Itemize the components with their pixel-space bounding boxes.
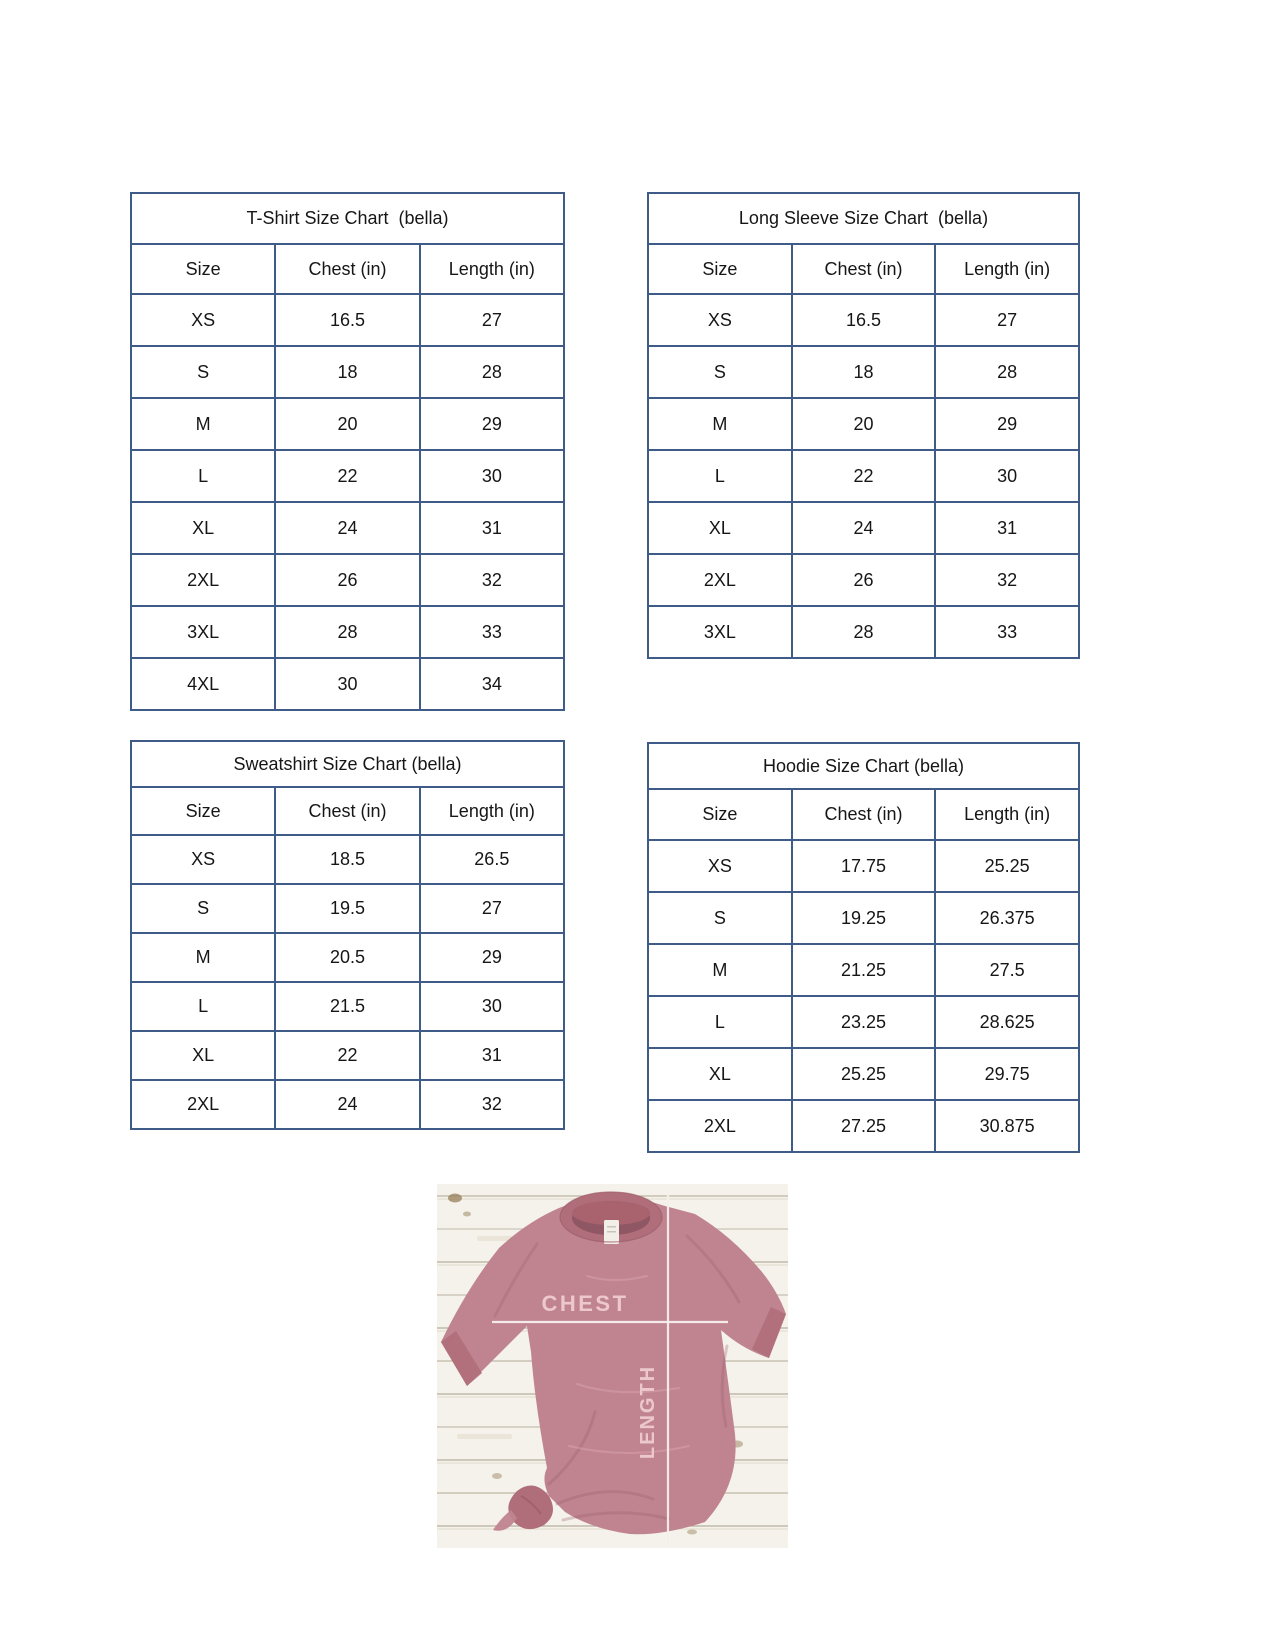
sweatshirt-size-chart-table bbox=[130, 740, 565, 1130]
size-cell: S bbox=[648, 892, 792, 944]
size-cell: L bbox=[648, 450, 792, 502]
size-cell: 28 bbox=[275, 606, 419, 658]
size-cell: M bbox=[131, 398, 275, 450]
size-cell: 24 bbox=[792, 502, 936, 554]
table-header-row bbox=[648, 244, 1079, 294]
tshirt-size-chart-table bbox=[130, 192, 565, 711]
size-cell: S bbox=[648, 346, 792, 398]
table-row bbox=[648, 450, 1079, 502]
size-cell: 22 bbox=[792, 450, 936, 502]
size-cell: 18 bbox=[792, 346, 936, 398]
size-guide-photo bbox=[437, 1184, 788, 1548]
hoodie-size-chart-table bbox=[647, 742, 1080, 1153]
column-header: Size bbox=[648, 789, 792, 840]
size-cell: 30.875 bbox=[935, 1100, 1079, 1152]
table-title-row bbox=[131, 193, 564, 244]
column-header: Size bbox=[131, 787, 275, 835]
table-row bbox=[648, 840, 1079, 892]
size-cell: 30 bbox=[420, 450, 564, 502]
size-cell: 20 bbox=[792, 398, 936, 450]
table-title-row bbox=[648, 743, 1079, 789]
size-cell: 26 bbox=[275, 554, 419, 606]
table-row bbox=[131, 884, 564, 933]
size-cell: XL bbox=[648, 502, 792, 554]
column-header: Length (in) bbox=[935, 244, 1079, 294]
size-cell: L bbox=[648, 996, 792, 1048]
table-row bbox=[131, 502, 564, 554]
size-cell: 31 bbox=[935, 502, 1079, 554]
size-cell: 29 bbox=[935, 398, 1079, 450]
size-cell: 26 bbox=[792, 554, 936, 606]
column-header: Chest (in) bbox=[792, 244, 936, 294]
table-title: Long Sleeve Size Chart (bella) bbox=[648, 193, 1079, 244]
size-cell: M bbox=[648, 398, 792, 450]
column-header: Size bbox=[648, 244, 792, 294]
size-cell: 26.5 bbox=[420, 835, 564, 884]
size-cell: 27 bbox=[420, 294, 564, 346]
column-header: Length (in) bbox=[935, 789, 1079, 840]
size-cell: 16.5 bbox=[275, 294, 419, 346]
size-cell: S bbox=[131, 884, 275, 933]
size-cell: 30 bbox=[275, 658, 419, 710]
table-row bbox=[131, 606, 564, 658]
table-row bbox=[131, 450, 564, 502]
size-cell: 2XL bbox=[131, 554, 275, 606]
size-cell: 29 bbox=[420, 398, 564, 450]
size-cell: 32 bbox=[420, 554, 564, 606]
size-cell: L bbox=[131, 982, 275, 1031]
table-title-row bbox=[648, 193, 1079, 244]
size-cell: M bbox=[131, 933, 275, 982]
table-header-row bbox=[131, 244, 564, 294]
table-row bbox=[131, 346, 564, 398]
column-header: Chest (in) bbox=[275, 787, 419, 835]
size-cell: 2XL bbox=[648, 554, 792, 606]
size-cell: 31 bbox=[420, 1031, 564, 1080]
table-row bbox=[131, 398, 564, 450]
tshirt-measure-diagram bbox=[437, 1184, 788, 1548]
size-cell: 22 bbox=[275, 450, 419, 502]
size-cell: 28.625 bbox=[935, 996, 1079, 1048]
size-cell: XS bbox=[648, 294, 792, 346]
table-row bbox=[648, 398, 1079, 450]
table-row bbox=[648, 1100, 1079, 1152]
size-cell: 32 bbox=[420, 1080, 564, 1129]
column-header: Length (in) bbox=[420, 787, 564, 835]
size-cell: 27 bbox=[420, 884, 564, 933]
size-cell: XS bbox=[648, 840, 792, 892]
table-row bbox=[131, 835, 564, 884]
table-row bbox=[648, 502, 1079, 554]
table-row bbox=[131, 1080, 564, 1129]
table-title: Sweatshirt Size Chart (bella) bbox=[131, 741, 564, 787]
table-row bbox=[131, 658, 564, 710]
size-cell: 19.25 bbox=[792, 892, 936, 944]
size-cell: XS bbox=[131, 294, 275, 346]
table-title-row bbox=[131, 741, 564, 787]
size-cell: 27.5 bbox=[935, 944, 1079, 996]
long-sleeve-size-chart-table bbox=[647, 192, 1080, 659]
table-row bbox=[131, 982, 564, 1031]
column-header: Length (in) bbox=[420, 244, 564, 294]
size-cell: 4XL bbox=[131, 658, 275, 710]
size-cell: 2XL bbox=[648, 1100, 792, 1152]
size-cell: 28 bbox=[935, 346, 1079, 398]
size-cell: 2XL bbox=[131, 1080, 275, 1129]
table-header-row bbox=[131, 787, 564, 835]
size-cell: 33 bbox=[420, 606, 564, 658]
size-cell: 25.25 bbox=[935, 840, 1079, 892]
table-row bbox=[131, 554, 564, 606]
size-cell: 18.5 bbox=[275, 835, 419, 884]
size-cell: 28 bbox=[420, 346, 564, 398]
size-cell: 21.5 bbox=[275, 982, 419, 1031]
table-title: T-Shirt Size Chart (bella) bbox=[131, 193, 564, 244]
table-row bbox=[648, 944, 1079, 996]
table-row bbox=[648, 606, 1079, 658]
size-cell: XL bbox=[648, 1048, 792, 1100]
table-row bbox=[131, 933, 564, 982]
size-cell: 28 bbox=[792, 606, 936, 658]
column-header: Chest (in) bbox=[792, 789, 936, 840]
table-header-row bbox=[648, 789, 1079, 840]
size-cell: 29.75 bbox=[935, 1048, 1079, 1100]
size-cell: 26.375 bbox=[935, 892, 1079, 944]
size-cell: 32 bbox=[935, 554, 1079, 606]
size-cell: 19.5 bbox=[275, 884, 419, 933]
size-cell: 21.25 bbox=[792, 944, 936, 996]
size-cell: 24 bbox=[275, 1080, 419, 1129]
table-row bbox=[648, 554, 1079, 606]
table-row bbox=[131, 1031, 564, 1080]
table-row bbox=[648, 346, 1079, 398]
size-cell: 23.25 bbox=[792, 996, 936, 1048]
size-cell: 29 bbox=[420, 933, 564, 982]
length-label: LENGTH bbox=[637, 1364, 659, 1460]
size-cell: 33 bbox=[935, 606, 1079, 658]
table-row bbox=[648, 294, 1079, 346]
size-cell: 22 bbox=[275, 1031, 419, 1080]
size-cell: 25.25 bbox=[792, 1048, 936, 1100]
size-cell: XS bbox=[131, 835, 275, 884]
size-cell: 31 bbox=[420, 502, 564, 554]
size-cell: 30 bbox=[935, 450, 1079, 502]
size-cell: L bbox=[131, 450, 275, 502]
table-title: Hoodie Size Chart (bella) bbox=[648, 743, 1079, 789]
size-cell: 34 bbox=[420, 658, 564, 710]
size-cell: 24 bbox=[275, 502, 419, 554]
size-cell: 16.5 bbox=[792, 294, 936, 346]
size-cell: 27.25 bbox=[792, 1100, 936, 1152]
chest-label: CHEST bbox=[541, 1291, 629, 1316]
size-cell: 30 bbox=[420, 982, 564, 1031]
size-cell: XL bbox=[131, 1031, 275, 1080]
table-row bbox=[648, 996, 1079, 1048]
column-header: Chest (in) bbox=[275, 244, 419, 294]
size-cell: 18 bbox=[275, 346, 419, 398]
size-cell: S bbox=[131, 346, 275, 398]
size-cell: 3XL bbox=[131, 606, 275, 658]
table-row bbox=[648, 1048, 1079, 1100]
size-cell: M bbox=[648, 944, 792, 996]
size-cell: 3XL bbox=[648, 606, 792, 658]
size-cell: XL bbox=[131, 502, 275, 554]
table-row bbox=[131, 294, 564, 346]
column-header: Size bbox=[131, 244, 275, 294]
size-cell: 17.75 bbox=[792, 840, 936, 892]
size-cell: 27 bbox=[935, 294, 1079, 346]
size-cell: 20.5 bbox=[275, 933, 419, 982]
size-cell: 20 bbox=[275, 398, 419, 450]
table-row bbox=[648, 892, 1079, 944]
